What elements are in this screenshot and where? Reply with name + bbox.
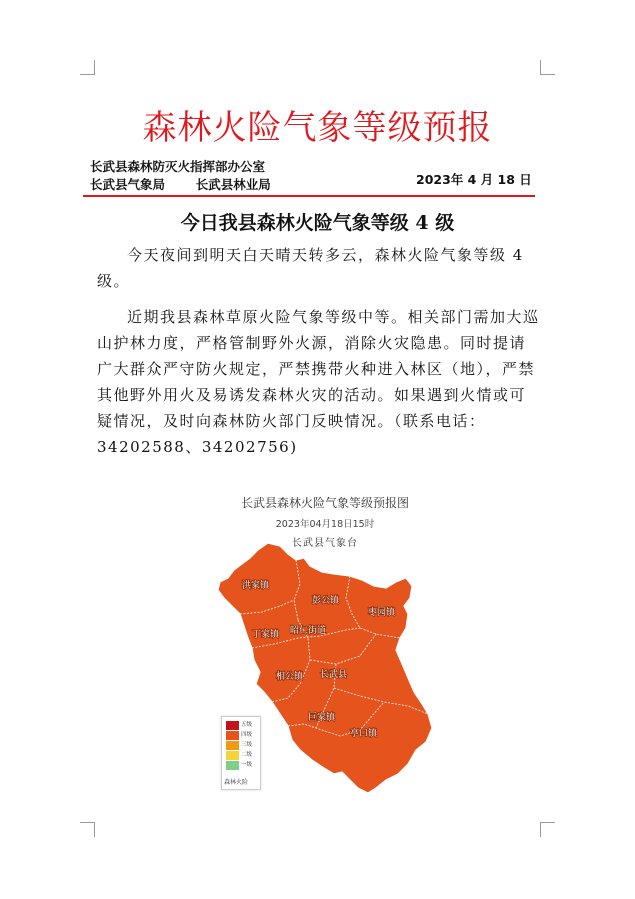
legend-swatch [226, 751, 239, 760]
town-label-hongjia: 洪家镇 [242, 581, 270, 591]
corner-mark-bottom-right [540, 822, 555, 837]
town-label-xianggong: 相公镇 [276, 672, 304, 682]
fire-risk-map [200, 488, 450, 808]
issuer-forestry-bureau: 长武县林业局 [195, 177, 271, 192]
legend-swatch [226, 741, 239, 750]
town-label-penggong: 彭公镇 [312, 596, 340, 606]
legend-item-level2 [226, 751, 258, 760]
town-label-changwu-county: 长武县 [320, 670, 348, 680]
legend-item-level4 [226, 731, 258, 740]
issuer-meteorological-bureau: 长武县气象局 [90, 177, 166, 192]
legend-swatch [226, 721, 239, 730]
advisory-paragraph: 近期我县森林草原火险气象等级中等。相关部门需加大巡山护林力度，严格管制野外火源，消除火灾隐患。同时提请广大群众严守防火规定，严禁携带火种进入林区（地），严禁其他野外用火及易诱发森林火灾的活动。如果遇到火情或可疑情况，及时向森林防火部门反映情况。（联系电话：34202588、34202756) [97, 308, 540, 456]
legend-item-level1 [226, 761, 258, 770]
town-label-jujia: 巨家镇 [308, 713, 336, 723]
legend-swatch [226, 761, 239, 770]
corner-mark-top-right [540, 60, 555, 75]
legend-item-level3 [226, 741, 258, 750]
town-label-zhaoren: 昭仁街道 [290, 626, 327, 636]
issuer-office: 长武县森林防灭火指挥部办公室 [90, 159, 266, 174]
legend-item-level5 [226, 721, 258, 730]
map-issue-time: 2023年04月18日15时 [275, 519, 375, 530]
legend-label: 四级 [241, 732, 253, 738]
header-divider [83, 195, 535, 197]
town-label-tingkou: 亭口镇 [350, 729, 378, 739]
corner-mark-bottom-left [80, 822, 95, 837]
corner-mark-top-left [80, 60, 95, 75]
legend-label: 五级 [241, 722, 253, 728]
issue-date: 2023年 4 月 18 日 [416, 172, 532, 187]
issuer-agencies [90, 175, 271, 193]
legend-label: 一级 [241, 762, 253, 768]
map-source: 长武县气象台 [292, 538, 358, 549]
document-title: 森林火险气象等级预报 [142, 108, 493, 148]
legend-caption: 森林火险 [224, 779, 249, 786]
legend-swatch [226, 731, 239, 740]
forecast-body [97, 242, 541, 460]
map-legend [221, 716, 261, 790]
forecast-headline: 今日我县森林火险气象等级 4 级 [180, 212, 455, 234]
forecast-paragraph: 今天夜间到明天白天晴天转多云，森林火险气象等级 4 级。 [97, 246, 524, 290]
legend-label: 二级 [241, 752, 253, 758]
town-label-zaoyuan: 枣园镇 [368, 608, 396, 618]
map-title: 长武县森林火险气象等级预报图 [240, 496, 409, 510]
town-label-dingjia: 丁家镇 [252, 630, 280, 640]
legend-label: 三级 [241, 742, 253, 748]
